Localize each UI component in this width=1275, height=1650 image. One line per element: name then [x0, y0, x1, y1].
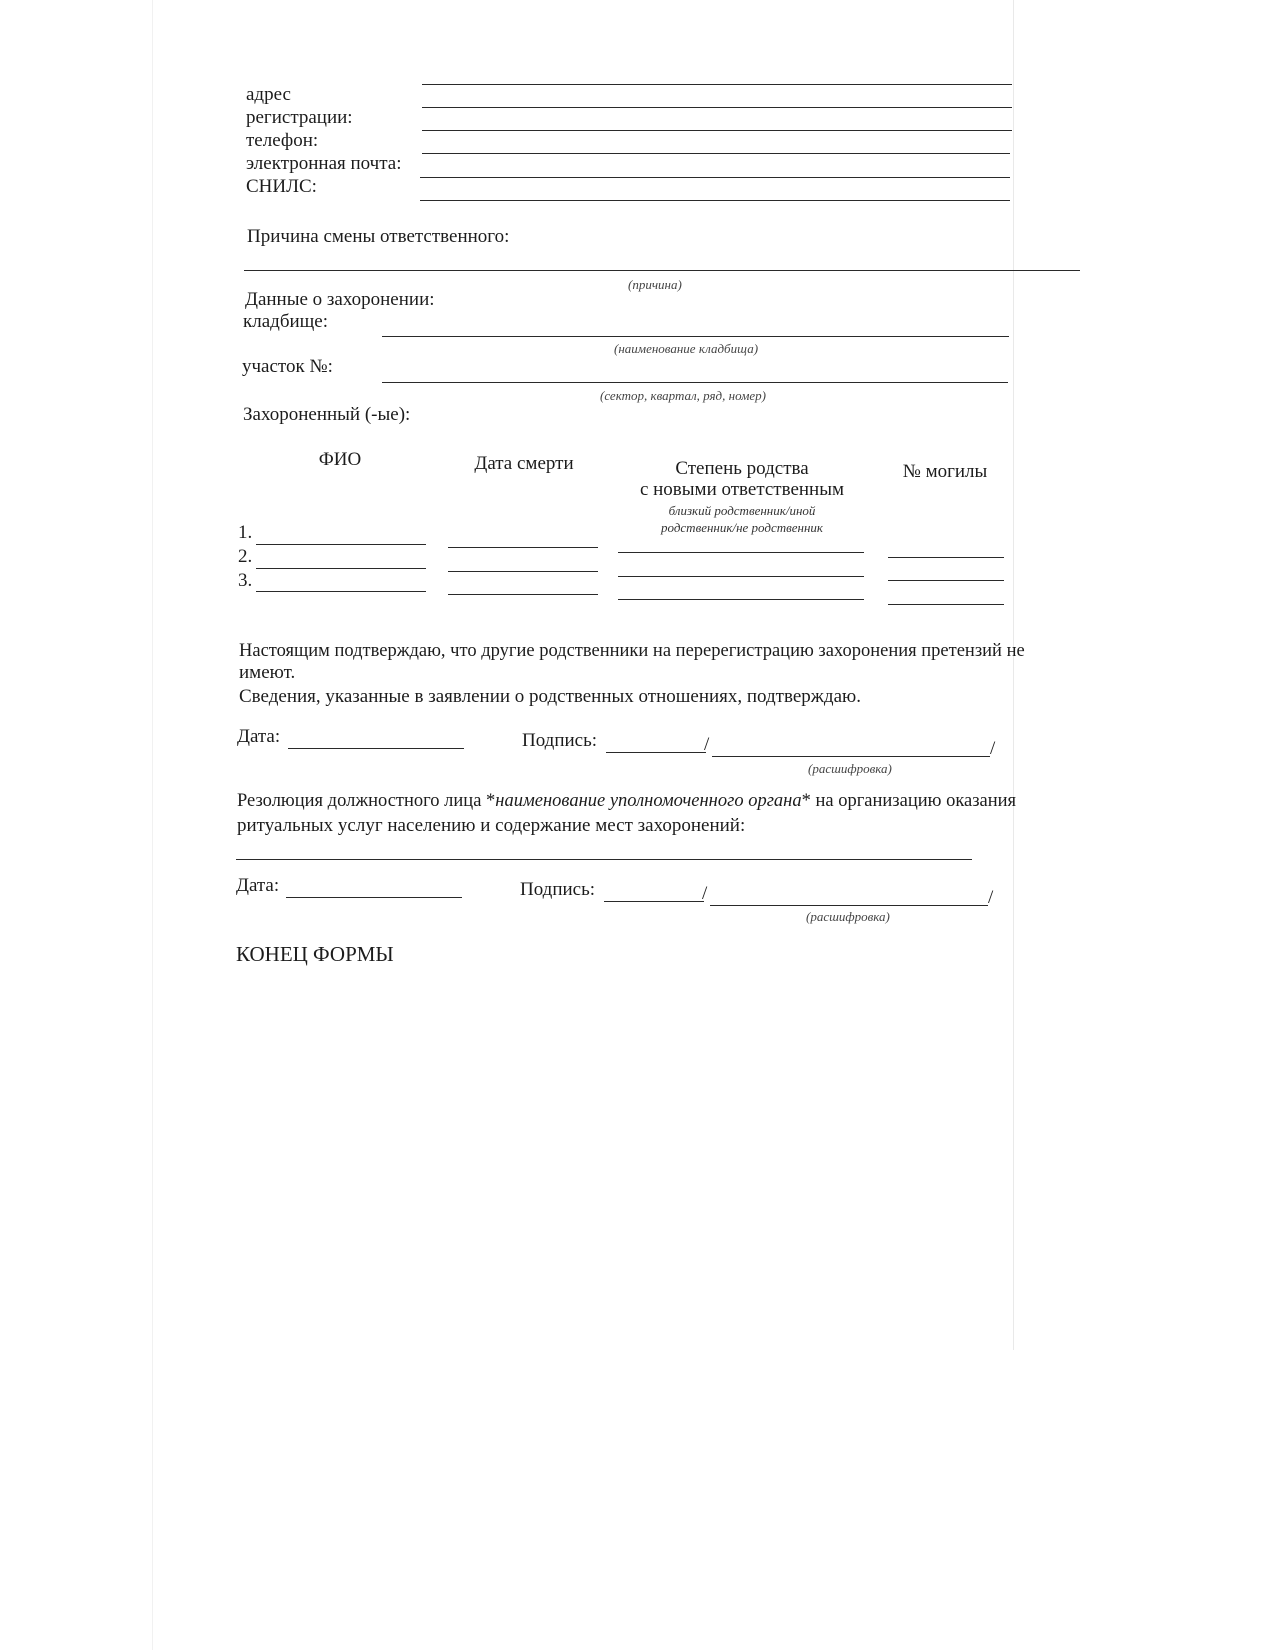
signature-label-2: Подпись:	[520, 879, 596, 900]
col-header-name: ФИО	[318, 449, 362, 470]
row2-date-line[interactable]	[448, 571, 598, 572]
cemetery-field-line[interactable]	[382, 336, 1009, 337]
date-field-line-2[interactable]	[286, 897, 462, 898]
scan-edge-left	[152, 0, 153, 1650]
signature-label-1: Подпись:	[522, 730, 598, 751]
row3-grave-line[interactable]	[888, 604, 1004, 605]
snils-label: СНИЛС:	[246, 176, 317, 197]
row2-name-line[interactable]	[256, 568, 426, 569]
row2-relation-line[interactable]	[618, 576, 864, 577]
col-header-relation-hint-2: родственник/не родственник	[661, 520, 823, 535]
col-header-relation-hint-1: близкий родственник/иной	[668, 503, 816, 518]
email-field-line[interactable]	[422, 153, 1010, 154]
resolution-authority-placeholder: наименование уполномоченного органа	[495, 791, 802, 811]
col-header-grave: № могилы	[902, 461, 988, 482]
confirm-text-line-2: имеют.	[239, 662, 296, 683]
buried-label: Захороненный (-ые):	[243, 404, 411, 425]
burial-heading: Данные о захоронении:	[245, 289, 435, 310]
col-header-relation-2: с новыми ответственным	[639, 479, 845, 500]
resolution-field-line[interactable]	[236, 859, 972, 860]
reason-hint: (причина)	[628, 277, 682, 292]
row1-date-line[interactable]	[448, 547, 598, 548]
signature-slash-end-1: /	[990, 738, 996, 759]
plot-label: участок №:	[242, 356, 333, 377]
date-field-line-1[interactable]	[288, 748, 464, 749]
resolution-prefix: Резолюция должностного лица *	[237, 791, 496, 811]
address-field-line-2[interactable]	[422, 107, 1012, 108]
email-label: электронная почта:	[246, 153, 402, 174]
col-header-relation-1: Степень родства	[675, 458, 809, 479]
phone-field-line[interactable]	[422, 130, 1012, 131]
signature-field-line-2[interactable]	[604, 901, 704, 902]
phone-label: телефон:	[246, 130, 319, 151]
decoding-field-line-1[interactable]	[712, 756, 990, 757]
address-label-2: регистрации:	[246, 107, 353, 128]
signature-slash-1: /	[704, 734, 710, 755]
reason-label: Причина смены ответственного:	[247, 226, 510, 247]
form-end-text: КОНЕЦ ФОРМЫ	[236, 942, 394, 966]
resolution-text-line-1	[237, 790, 1016, 812]
snils-field-line-2[interactable]	[420, 200, 1010, 201]
col-header-death-date: Дата смерти	[474, 453, 574, 474]
decoding-field-line-2[interactable]	[710, 905, 988, 906]
cemetery-label: кладбище:	[243, 311, 328, 332]
row3-name-line[interactable]	[256, 591, 426, 592]
row3-date-line[interactable]	[448, 594, 598, 595]
decoding-hint-2: (расшифровка)	[806, 909, 890, 924]
scan-edge-right	[1013, 0, 1014, 1350]
date-label-2: Дата:	[236, 875, 280, 896]
snils-field-line[interactable]	[420, 177, 1010, 178]
signature-slash-end-2: /	[988, 887, 994, 908]
resolution-text-line-2: ритуальных услуг населению и содержание мест захоронений:	[237, 815, 746, 836]
row1-grave-line[interactable]	[888, 557, 1004, 558]
row-number-2: 2.	[238, 546, 253, 567]
plot-hint: (сектор, квартал, ряд, номер)	[600, 388, 766, 403]
cemetery-hint: (наименование кладбища)	[614, 341, 759, 356]
row1-relation-line[interactable]	[618, 552, 864, 553]
row2-grave-line[interactable]	[888, 580, 1004, 581]
decoding-hint-1: (расшифровка)	[808, 761, 892, 776]
plot-field-line[interactable]	[382, 382, 1008, 383]
row3-relation-line[interactable]	[618, 599, 864, 600]
row-number-1: 1.	[238, 522, 253, 543]
date-label-1: Дата:	[237, 726, 281, 747]
signature-slash-2: /	[702, 883, 708, 904]
resolution-suffix: * на организацию оказания	[801, 791, 1017, 811]
row-number-3: 3.	[238, 570, 253, 591]
confirm-text-line-3: Сведения, указанные в заявлении о родственных отношениях, подтверждаю.	[239, 686, 861, 707]
address-label-1: адрес	[246, 84, 291, 105]
address-field-line-1[interactable]	[422, 84, 1012, 85]
signature-field-line-1[interactable]	[606, 752, 706, 753]
confirm-text-line-1: Настоящим подтверждаю, что другие родственники на перерегистрацию захоронения претензий не	[239, 641, 1025, 661]
row1-name-line[interactable]	[256, 544, 426, 545]
reason-field-line[interactable]	[244, 270, 1080, 271]
